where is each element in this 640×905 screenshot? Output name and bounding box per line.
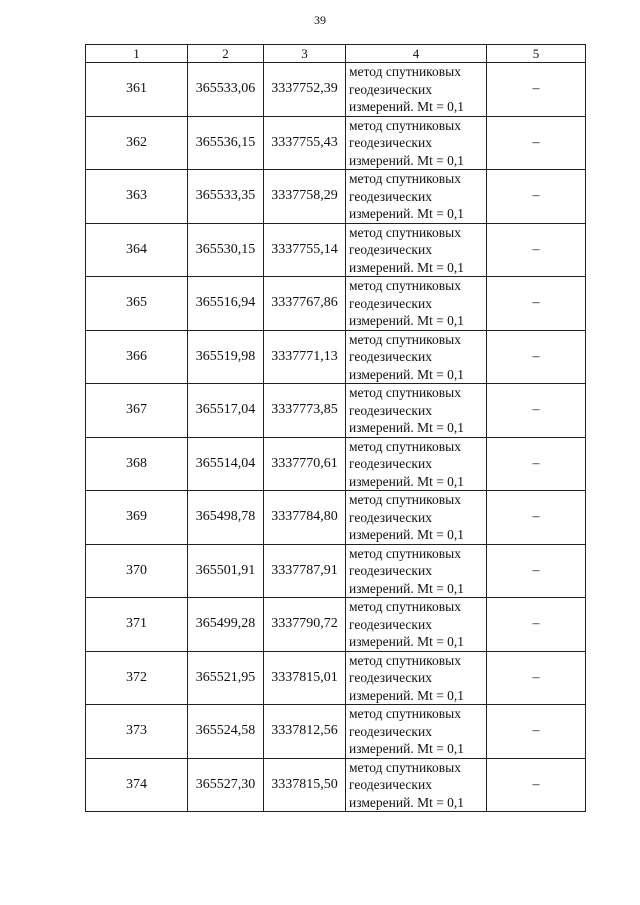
method-cell [346, 651, 487, 705]
column-header-4: 4 [346, 45, 487, 63]
method-line: геодезических [349, 188, 432, 204]
point-number-cell: 368 [86, 437, 188, 491]
x-coordinate-cell: 365501,91 [188, 544, 264, 598]
table-row [86, 705, 586, 759]
method-cell [346, 758, 487, 812]
method-line: геодезических [349, 402, 432, 418]
y-coordinate-cell: 3337815,50 [264, 758, 346, 812]
method-line: измерений. Mt = 0,1 [349, 366, 465, 382]
table-row [86, 223, 586, 277]
method-line: метод спутниковых [349, 117, 461, 133]
method-cell [346, 277, 487, 331]
method-line: геодезических [349, 616, 432, 632]
y-coordinate-cell: 3337752,39 [264, 63, 346, 117]
method-line: геодезических [349, 456, 432, 471]
method-line: измерений. Mt = 0,1 [349, 687, 465, 703]
method-line: геодезических [349, 295, 432, 311]
note-cell: – [487, 330, 586, 384]
method-line: метод спутниковых [349, 385, 461, 400]
note-cell: – [487, 491, 586, 545]
method-line: измерений. Mt = 0,1 [349, 420, 465, 435]
method-line: геодезических [349, 135, 432, 150]
page-number: 39 [314, 13, 326, 27]
method-cell [346, 116, 487, 170]
column-header-1: 1 [86, 45, 188, 63]
method-line: метод спутниковых [349, 652, 461, 668]
method-line: измерений. Mt = 0,1 [349, 206, 465, 221]
point-number-cell: 369 [86, 491, 188, 545]
note-cell: – [487, 277, 586, 331]
method-line: геодезических [349, 563, 432, 578]
point-number-cell: 362 [86, 116, 188, 170]
method-line: измерений. Mt = 0,1 [349, 99, 465, 114]
column-header-5: 5 [487, 45, 586, 63]
method-line: метод спутниковых [349, 759, 461, 775]
method-line: геодезических [349, 349, 432, 364]
table-row [86, 651, 586, 705]
note-cell: – [487, 384, 586, 438]
y-coordinate-cell: 3337790,72 [264, 598, 346, 652]
table-row [86, 170, 586, 224]
method-line: геодезических [349, 670, 432, 685]
note-cell: – [487, 705, 586, 759]
method-line: метод спутниковых [349, 545, 461, 561]
method-line: метод спутниковых [349, 331, 461, 347]
coordinates-table [85, 44, 586, 812]
method-line: метод спутниковых [349, 171, 461, 186]
point-number-cell: 373 [86, 705, 188, 759]
note-cell: – [487, 758, 586, 812]
point-number-cell: 361 [86, 63, 188, 117]
note-cell: – [487, 223, 586, 277]
y-coordinate-cell: 3337767,86 [264, 277, 346, 331]
table-row [86, 437, 586, 491]
method-cell [346, 223, 487, 277]
method-line: измерений. Mt = 0,1 [349, 580, 465, 596]
method-line: метод спутниковых [349, 492, 461, 507]
x-coordinate-cell: 365530,15 [188, 223, 264, 277]
x-coordinate-cell: 365519,98 [188, 330, 264, 384]
x-coordinate-cell: 365499,28 [188, 598, 264, 652]
method-line: измерений. Mt = 0,1 [349, 152, 465, 168]
method-line: геодезических [349, 723, 432, 739]
x-coordinate-cell: 365533,06 [188, 63, 264, 117]
method-line: измерений. Mt = 0,1 [349, 313, 465, 328]
method-cell [346, 437, 487, 491]
note-cell: – [487, 651, 586, 705]
method-cell [346, 63, 487, 117]
point-number-cell: 367 [86, 384, 188, 438]
method-line: измерений. Mt = 0,1 [349, 741, 465, 756]
note-cell: – [487, 63, 586, 117]
y-coordinate-cell: 3337773,85 [264, 384, 346, 438]
table-header-row [86, 45, 586, 63]
y-coordinate-cell: 3337770,61 [264, 437, 346, 491]
method-cell [346, 330, 487, 384]
table-row [86, 330, 586, 384]
x-coordinate-cell: 365517,04 [188, 384, 264, 438]
method-cell [346, 491, 487, 545]
table-row [86, 544, 586, 598]
note-cell: – [487, 170, 586, 224]
table-body [86, 63, 586, 812]
method-line: измерений. Mt = 0,1 [349, 473, 465, 489]
point-number-cell: 370 [86, 544, 188, 598]
method-cell [346, 598, 487, 652]
method-line: геодезических [349, 509, 432, 525]
x-coordinate-cell: 365514,04 [188, 437, 264, 491]
point-number-cell: 366 [86, 330, 188, 384]
x-coordinate-cell: 365536,15 [188, 116, 264, 170]
x-coordinate-cell: 365527,30 [188, 758, 264, 812]
y-coordinate-cell: 3337784,80 [264, 491, 346, 545]
x-coordinate-cell: 365521,95 [188, 651, 264, 705]
table-row [86, 758, 586, 812]
method-line: метод спутниковых [349, 64, 461, 79]
table-row [86, 598, 586, 652]
y-coordinate-cell: 3337771,13 [264, 330, 346, 384]
method-line: геодезических [349, 777, 432, 792]
point-number-cell: 364 [86, 223, 188, 277]
point-number-cell: 371 [86, 598, 188, 652]
point-number-cell: 372 [86, 651, 188, 705]
note-cell: – [487, 598, 586, 652]
y-coordinate-cell: 3337755,14 [264, 223, 346, 277]
method-line: геодезических [349, 242, 432, 257]
table-row [86, 491, 586, 545]
method-cell [346, 705, 487, 759]
method-line: метод спутниковых [349, 278, 461, 293]
note-cell: – [487, 437, 586, 491]
method-line: метод спутниковых [349, 438, 461, 454]
x-coordinate-cell: 365524,58 [188, 705, 264, 759]
method-line: метод спутниковых [349, 224, 461, 240]
table-row [86, 116, 586, 170]
method-line: метод спутниковых [349, 706, 461, 721]
method-line: геодезических [349, 81, 432, 97]
method-line: измерений. Mt = 0,1 [349, 634, 465, 649]
point-number-cell: 363 [86, 170, 188, 224]
x-coordinate-cell: 365533,35 [188, 170, 264, 224]
note-cell: – [487, 116, 586, 170]
y-coordinate-cell: 3337815,01 [264, 651, 346, 705]
x-coordinate-cell: 365498,78 [188, 491, 264, 545]
method-line: измерений. Mt = 0,1 [349, 527, 465, 542]
point-number-cell: 365 [86, 277, 188, 331]
method-line: измерений. Mt = 0,1 [349, 794, 465, 810]
y-coordinate-cell: 3337755,43 [264, 116, 346, 170]
note-cell: – [487, 544, 586, 598]
table-row [86, 384, 586, 438]
y-coordinate-cell: 3337812,56 [264, 705, 346, 759]
method-cell [346, 544, 487, 598]
method-line: измерений. Mt = 0,1 [349, 259, 465, 275]
x-coordinate-cell: 365516,94 [188, 277, 264, 331]
column-header-3: 3 [264, 45, 346, 63]
table-row [86, 63, 586, 117]
table-row [86, 277, 586, 331]
column-header-2: 2 [188, 45, 264, 63]
method-line: метод спутниковых [349, 599, 461, 614]
y-coordinate-cell: 3337787,91 [264, 544, 346, 598]
point-number-cell: 374 [86, 758, 188, 812]
method-cell [346, 384, 487, 438]
y-coordinate-cell: 3337758,29 [264, 170, 346, 224]
method-cell [346, 170, 487, 224]
